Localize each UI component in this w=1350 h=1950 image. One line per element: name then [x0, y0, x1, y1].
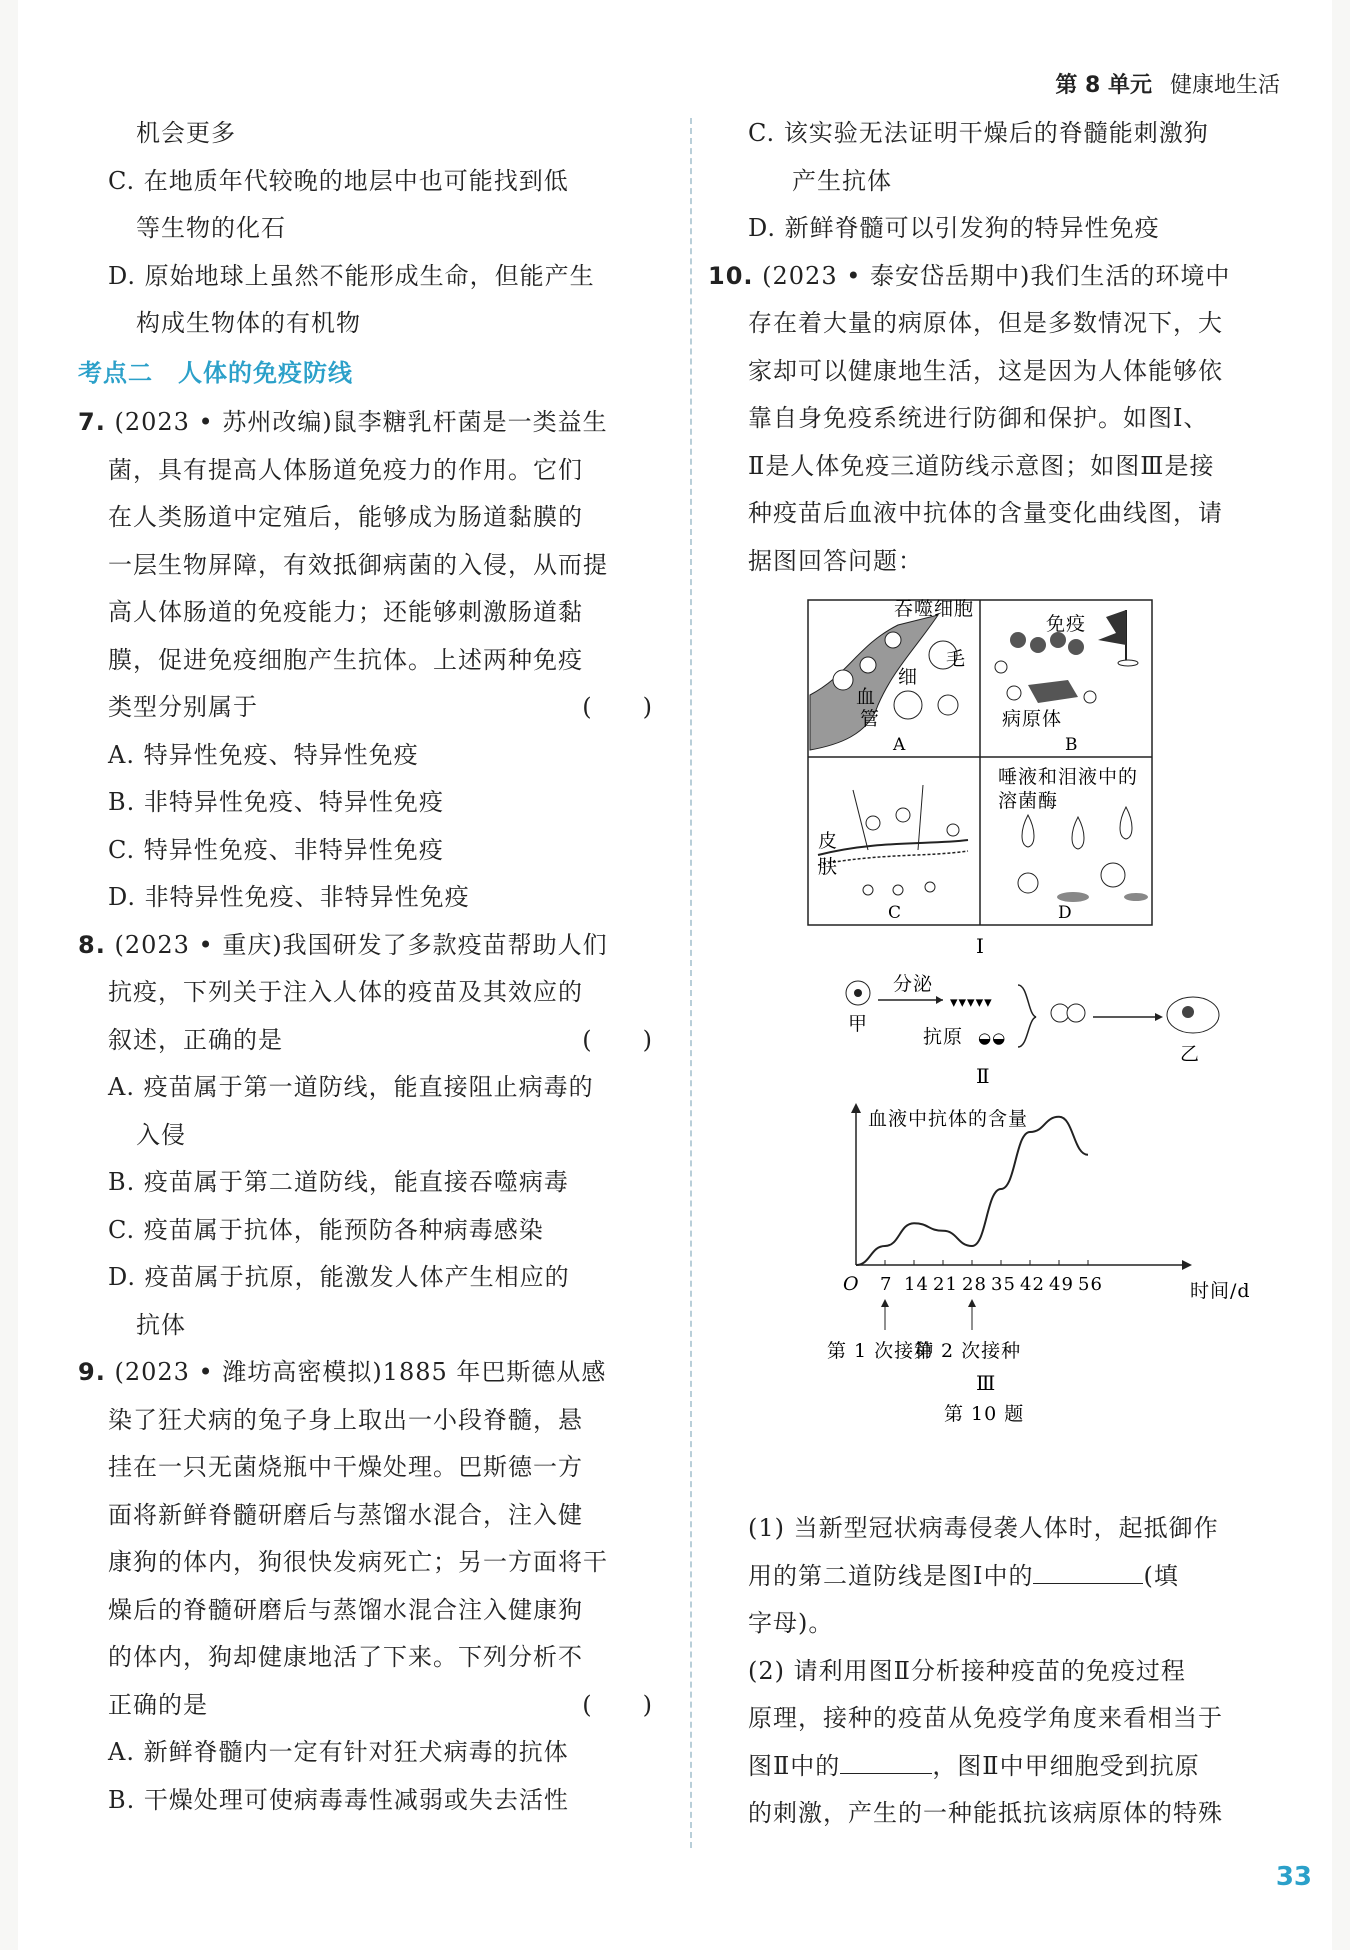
figure-1-caption: Ⅰ [976, 934, 985, 958]
figure-3-chart [827, 1103, 1251, 1425]
question-text: 正确的是 ( ) [78, 1682, 663, 1730]
panel-b-label: B [1065, 735, 1079, 755]
question-number: 9. [78, 1358, 106, 1386]
label-jia: 甲 [848, 1013, 869, 1035]
label-xue: 血 [856, 686, 877, 708]
figure-svg [718, 585, 1288, 1505]
option-a: A. 新鲜脊髓内一定有针对狂犬病毒的抗体 [108, 1738, 569, 1766]
panel-c-label: C [888, 903, 903, 923]
question-text: Ⅱ是人体免疫三道防线示意图；如图Ⅲ是接 [748, 451, 1215, 480]
answer-bracket[interactable]: ( ) [582, 1025, 653, 1054]
arrow-head [968, 1299, 976, 1307]
question-text: 家却可以健康地生活，这是因为人体能够依 [748, 356, 1223, 385]
question-7 [78, 399, 663, 447]
option-c: C. 特异性免疫、非特异性免疫 [108, 835, 444, 864]
panel-a-label: A [893, 735, 907, 755]
question-text: (2023 • 苏州改编)鼠李糖乳杆菌是一类益生 [114, 408, 608, 436]
x-tick-label: 28 [962, 1274, 987, 1295]
label-pathogen: 病原体 [1002, 708, 1063, 730]
label-phagocyte: 吞噬细胞 [894, 598, 975, 620]
q10-part2-cont: 原理，接种的疫苗从免疫学角度来看相当于 [748, 1704, 1223, 1732]
question-text: (2023 • 重庆)我国研发了多款疫苗帮助人们 [114, 930, 608, 959]
question-text: 在人类肠道中定殖后，能够成为肠道黏膜的 [108, 503, 583, 531]
question-9 [78, 1349, 663, 1397]
x-axis-label: 时间/d [1190, 1280, 1251, 1302]
antibody-curve [856, 1117, 1088, 1265]
panel-d-label: D [1058, 903, 1073, 923]
panel-b-illustration [995, 610, 1138, 755]
page-number: 33 [1275, 1862, 1312, 1892]
right-column [708, 110, 1288, 1838]
option-d-cont: 构成生物体的有机物 [136, 309, 361, 337]
unit-title: 健康地生活 [1169, 73, 1280, 98]
question-number: 8. [78, 930, 106, 959]
question-text: (2023 • 泰安岱岳期中)我们生活的环境中 [762, 261, 1231, 290]
question-text: 叙述，正确的是 ( ) [78, 1017, 663, 1065]
unit-label: 第 8 单元 [1055, 73, 1152, 98]
question-text: 菌，具有提高人体肠道免疫力的作用。它们 [108, 455, 583, 484]
question-text: 据图回答问题： [748, 546, 923, 575]
figure-3-caption: Ⅲ [976, 1371, 997, 1395]
option-a-cont: 入侵 [136, 1120, 186, 1149]
x-tick-label: 14 [904, 1274, 929, 1295]
question-text: 一层生物屏障，有效抵御病菌的入侵，从而提 [108, 550, 608, 579]
label-xi: 细 [898, 666, 919, 688]
question-number: 10. [708, 261, 754, 290]
q10-part2-cont: 图Ⅱ中的 ，图Ⅱ中甲细胞受到抗原 [718, 1743, 1288, 1791]
panel-c-illustration [818, 785, 968, 923]
answer-blank[interactable] [840, 1747, 932, 1774]
label-lysozyme: 溶菌酶 [998, 790, 1059, 812]
y-axis-label: 血液中抗体的含量 [868, 1108, 1029, 1130]
label-immunity: 免疫 [1046, 613, 1087, 635]
vaccination-label: 第 1 次接种 [827, 1340, 935, 1362]
option-c: C. 在地质年代较晚的地层中也可能找到低 [108, 166, 569, 195]
antibody-symbols: ▾▾▾▾▾ [950, 993, 993, 1011]
x-tick-label: 42 [1020, 1274, 1045, 1295]
option-a: A. 疫苗属于第一道防线，能直接阻止病毒的 [108, 1073, 594, 1101]
answer-bracket[interactable]: ( ) [582, 693, 653, 721]
option-b: B. 干燥处理可使病毒毒性减弱或失去活性 [108, 1785, 569, 1814]
panel-a-illustration [810, 598, 974, 755]
option-c: C. 该实验无法证明干燥后的脊髓能刺激狗 [748, 119, 1209, 147]
question-text: 抗疫，下列关于注入人体的疫苗及其效应的 [108, 978, 583, 1006]
option-c-cont: 等生物的化石 [136, 214, 286, 242]
q10-part1: (1) 当新型冠状病毒侵袭人体时，起抵御作 [748, 1514, 1219, 1542]
question-text: 挂在一只无菌烧瓶中干燥处理。巴斯德一方 [108, 1453, 583, 1481]
option-b: B. 非特异性免疫、特异性免疫 [108, 788, 444, 816]
option-b: B. 疫苗属于第二道防线，能直接吞噬病毒 [108, 1168, 569, 1196]
question-text: 面将新鲜脊髓研磨后与蒸馏水混合，注入健 [108, 1500, 583, 1529]
question-text: 的体内，狗却健康地活了下来。下列分析不 [108, 1643, 583, 1671]
question-text: (2023 • 潍坊高密模拟)1885 年巴斯德从感 [114, 1358, 607, 1386]
option-d-cont: 抗体 [136, 1310, 186, 1339]
option-c-cont: 产生抗体 [792, 166, 892, 195]
label-saliva-tears: 唾液和泪液中的 [998, 766, 1139, 788]
text-line: 机会更多 [136, 119, 236, 147]
question-10 [708, 253, 1288, 301]
antigen-symbols: ◒◒ [978, 1029, 1007, 1047]
label-guan: 管 [860, 708, 881, 730]
label-pi: 皮 [818, 830, 839, 852]
question-text: 存在着大量的病原体，但是多数情况下，大 [748, 309, 1223, 337]
label-mao: 毛 [946, 648, 967, 670]
panel-d-illustration [998, 766, 1148, 923]
column-divider [690, 118, 692, 1848]
question-text: 染了狂犬病的兔子身上取出一小段脊髓，悬 [108, 1405, 583, 1434]
figure-2-caption: Ⅱ [976, 1064, 991, 1088]
label-secrete: 分泌 [893, 973, 934, 995]
page-header [1055, 68, 1280, 99]
option-d: D. 非特异性免疫、非特异性免疫 [108, 883, 470, 911]
option-d: D. 新鲜脊髓可以引发狗的特异性免疫 [748, 214, 1160, 242]
question-text: 膜，促进免疫细胞产生抗体。上述两种免疫 [108, 645, 583, 674]
label-yi: 乙 [1180, 1043, 1201, 1065]
x-tick-label: 7 [880, 1274, 893, 1295]
vaccination-label: 第 2 次接种 [914, 1340, 1022, 1362]
q10-part1-cont: 字母)。 [748, 1609, 834, 1637]
question-8 [78, 922, 663, 970]
question-text: 高人体肠道的免疫能力；还能够刺激肠道黏 [108, 598, 583, 626]
option-c: C. 疫苗属于抗体，能预防各种病毒感染 [108, 1215, 544, 1244]
figure-label: 第 10 题 [944, 1403, 1025, 1425]
x-tick-label: 35 [991, 1274, 1016, 1295]
option-a: A. 特异性免疫、特异性免疫 [108, 740, 419, 769]
question-text: 种疫苗后血液中抗体的含量变化曲线图，请 [748, 499, 1223, 527]
option-d: D. 疫苗属于抗原，能激发人体产生相应的 [108, 1263, 570, 1291]
question-text: 燥后的脊髓研磨后与蒸馏水混合注入健康狗 [108, 1595, 583, 1624]
q10-part2-cont: 的刺激，产生的一种能抵抗该病原体的特殊 [748, 1799, 1223, 1827]
figure-1-grid [808, 600, 1152, 925]
arrow-head [881, 1299, 889, 1307]
question-text: 类型分别属于 ( ) [78, 684, 663, 732]
label-antigen: 抗原 [923, 1026, 964, 1048]
question-text: 康狗的体内，狗很快发病死亡；另一方面将干 [108, 1548, 608, 1576]
x-tick-label: 56 [1078, 1274, 1103, 1295]
figure-2 [846, 973, 1219, 1088]
q10-part2: (2) 请利用图Ⅱ分析接种疫苗的免疫过程 [748, 1656, 1186, 1685]
label-fu: 肤 [818, 856, 839, 878]
answer-blank[interactable] [1033, 1557, 1143, 1584]
x-tick-label: 21 [933, 1274, 958, 1295]
section-heading: 考点二 人体的免疫防线 [78, 358, 353, 387]
answer-bracket[interactable]: ( ) [582, 1690, 653, 1719]
left-column [78, 110, 663, 1824]
origin-label: O [843, 1273, 860, 1295]
question-text: 靠自身免疫系统进行防御和保护。如图Ⅰ、 [748, 404, 1209, 432]
x-tick-label: 49 [1049, 1274, 1074, 1295]
question-number: 7. [78, 408, 106, 436]
figure-10 [718, 585, 1288, 1505]
q10-part1-cont: 用的第二道防线是图Ⅰ中的 (填 [718, 1553, 1288, 1601]
option-d: D. 原始地球上虽然不能形成生命，但能产生 [108, 261, 595, 290]
